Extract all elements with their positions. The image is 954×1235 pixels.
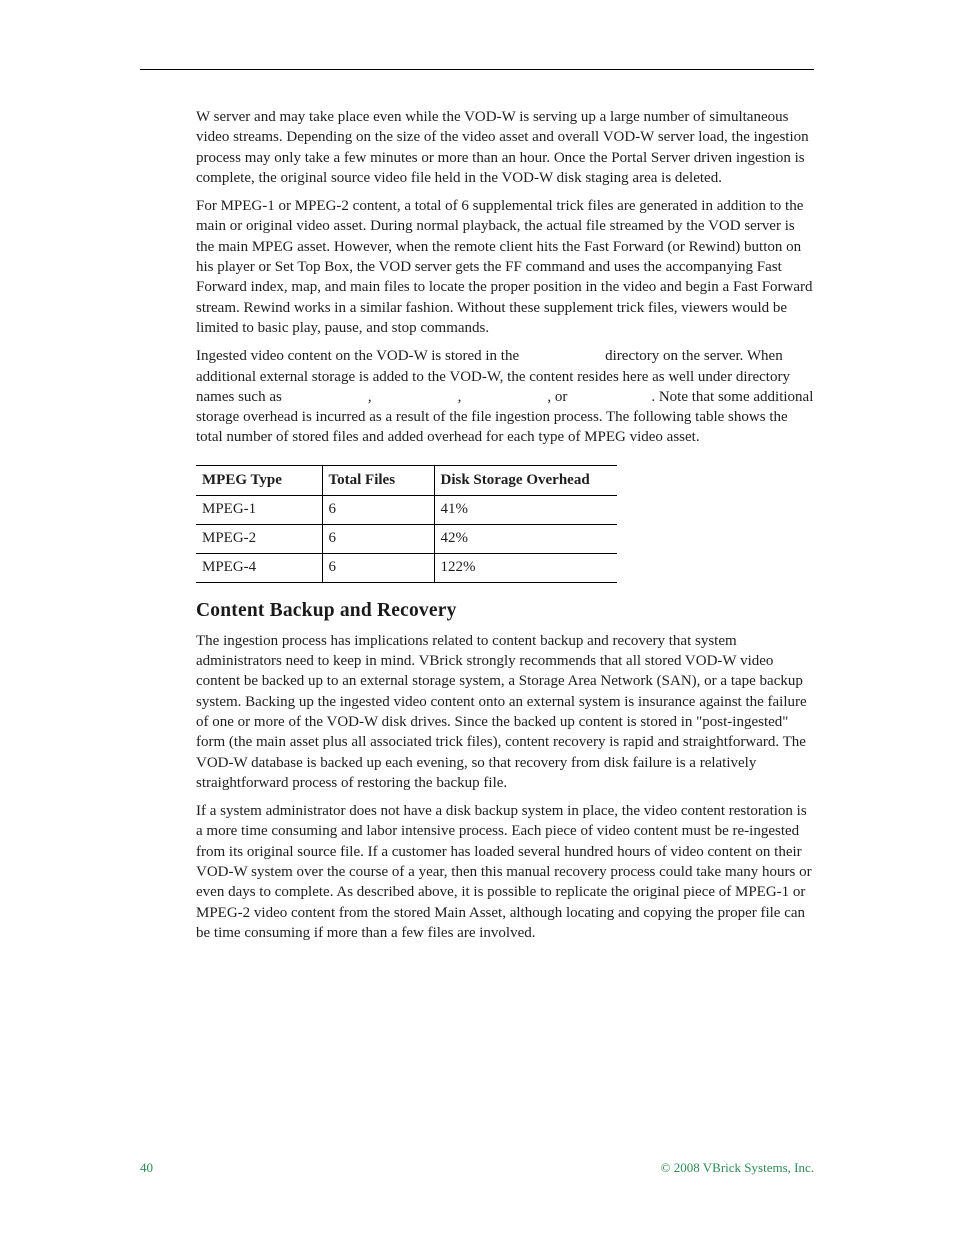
storage-sep-2: ,	[457, 388, 462, 405]
table-row	[196, 553, 617, 582]
header-mpeg-type: MPEG Type	[196, 465, 322, 495]
mpeg-overhead-table	[196, 465, 617, 583]
section-heading: Content Backup and Recovery	[196, 599, 457, 621]
storage-text-1: Ingested video content on the VOD-W is stored in the	[196, 348, 520, 365]
page-body	[196, 107, 816, 951]
header-rule	[140, 69, 814, 70]
storage-text-2: directory on the server. When additional external storage is added to the VOD-W, the content resides here as well under directory names such as	[196, 348, 790, 405]
table-header-row	[196, 465, 617, 495]
storage-sep-1: ,	[367, 388, 372, 405]
cell-total-files: 6	[322, 553, 434, 582]
storage-sep-3: , or	[547, 388, 568, 405]
header-total-files: Total Files	[322, 465, 434, 495]
header-disk-overhead: Disk Storage Overhead	[434, 465, 617, 495]
table-row	[196, 495, 617, 524]
section-paragraph-2: If a system administrator does not have a disk backup system in place, the video content restoration is a more time consuming and labor intensive process. Each piece of video content must be re-ingested from its original source file. If a customer has loaded several hundred hours of video content on their VOD-W system over the course of a year, then this manual recovery process could take many hours or even days to complete. As described above, it is possible to replicate the original piece of MPEG-1 or MPEG-2 video content from the stored Main Asset, although locating and copying the proper file can be time consuming if more than a few files are involved.	[196, 803, 812, 941]
body-paragraph-2: For MPEG-1 or MPEG-2 content, a total of 6 supplemental trick files are generated in addition to the main or original video asset. During normal playback, the actual file streamed by the VOD server is the main MPEG asset. However, when the remote client hits the Fast Forward (or Rewind) button on his player or Set Top Box, the VOD server gets the FF command and uses the accompanying Fast Forward index, map, and main files to locate the proper position in the video and begin a Fast Forward stream. Rewind works in a similar fashion. Without these supplement trick files, viewers would be limited to basic play, pause, and stop commands.	[196, 198, 813, 336]
cell-mpeg-type: MPEG-1	[196, 495, 322, 524]
cell-total-files: 6	[322, 495, 434, 524]
cell-disk-overhead: 41%	[434, 495, 617, 524]
section-paragraph-1: The ingestion process has implications related to content backup and recovery that system administrators need to keep in mind. VBrick strongly recommends that all stored VOD-W video content be backed up to an external storage system, a Storage Area Network (SAN), or a tape backup system. Backing up the ingested video content onto an external system is insurance against the failure of one or more of the VOD-W disk drives. Since the backed up content is stored in "post-ingested" form (the main asset plus all associated trick files), content recovery is rapid and straightforward. The VOD-W database is backed up each evening, so that recovery from disk failure is a relatively straightforward process of restoring the backup file.	[196, 632, 807, 791]
table-row	[196, 524, 617, 553]
cell-mpeg-type: MPEG-4	[196, 553, 322, 582]
body-paragraph-1: W server and may take place even while the VOD-W is serving up a large number of simultaneous video streams. Depending on the size of the video asset and overall VOD-W server load, the ingestion process may only take a few minutes or more than an hour. Once the Portal Server driven ingestion is complete, the original source video file held in the VOD-W disk staging area is deleted.	[196, 109, 809, 186]
cell-mpeg-type: MPEG-2	[196, 524, 322, 553]
cell-total-files: 6	[322, 524, 434, 553]
cell-disk-overhead: 122%	[434, 553, 617, 582]
cell-disk-overhead: 42%	[434, 524, 617, 553]
footer-copyright: © 2008 VBrick Systems, Inc.	[660, 1160, 814, 1175]
storage-paragraph	[196, 346, 816, 447]
storage-text-3: . Note that some additional storage overhead is incurred as a result of the file ingestion process. The following table shows the total number of stored files and added overhead for each type of MPEG video asset.	[196, 388, 814, 446]
page-number: 40	[140, 1160, 153, 1175]
